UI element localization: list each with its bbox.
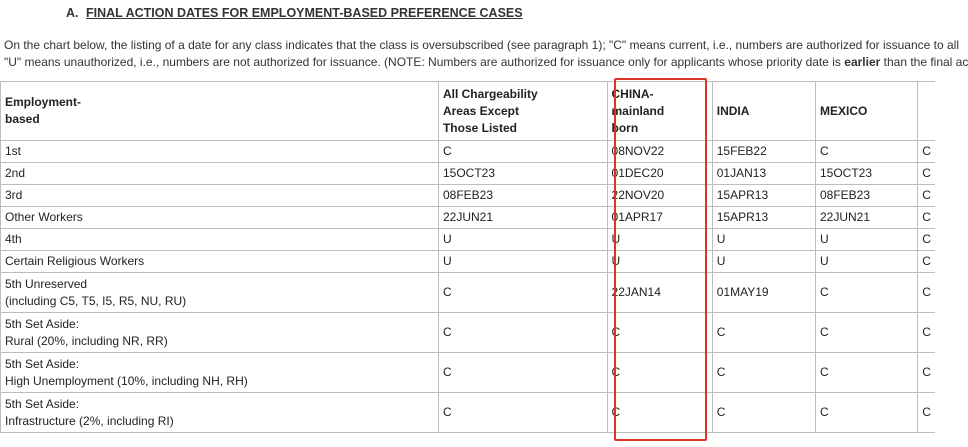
category-label-line: 5th Set Aside: [5,396,80,411]
intro-line-2 [4,54,968,71]
date-cell-extra: C [918,207,935,229]
header-mexico [816,82,918,141]
date-cell-china: 01DEC20 [607,163,712,185]
intro-line-1: On the chart below, the listing of a date for any class indicates that the class is oversubscribed (see paragraph 1); "C" means current, i.e., numbers are authorized for issuance to all [4,38,960,52]
date-cell-extra: C [918,273,935,313]
header-employment-based [1,82,439,141]
header-line: Areas Except [442,103,520,118]
intro-emphasis: earlier [844,55,881,69]
date-cell-china: C [607,393,712,433]
header-line: CHINA- [611,86,654,101]
section-title: FINAL ACTION DATES FOR EMPLOYMENT-BASED PREFERENCE CASES [85,6,523,20]
category-label-line: 5th Set Aside: [5,356,80,371]
header-line: INDIA [716,103,750,118]
date-cell-all: 15OCT23 [438,163,607,185]
category-label-line: Certain Religious Workers [5,254,145,268]
header-line: All Chargeability [442,86,538,101]
header-line: mainland [611,103,665,118]
date-cell-china: 08NOV22 [607,141,712,163]
category-label-line: 3rd [5,188,23,202]
table-row [1,207,936,229]
date-cell-extra: C [918,163,935,185]
category-label-line: 5th Set Aside: [5,316,80,331]
header-cut-off-column [918,82,935,141]
date-cell-china: C [607,313,712,353]
category-cell [1,313,439,353]
category-label-line: 2nd [5,166,26,180]
date-cell-india: C [712,393,815,433]
table-row [1,313,936,353]
category-cell [1,163,439,185]
category-label-line: Rural (20%, including NR, RR) [5,333,168,348]
date-cell-mexico: U [816,251,918,273]
table-row [1,273,936,313]
intro-paragraph [4,37,968,71]
date-cell-extra: C [918,393,935,433]
date-cell-india: C [712,353,815,393]
category-label-line: Other Workers [5,210,83,224]
table-row [1,251,936,273]
table-row [1,163,936,185]
date-cell-china: U [607,229,712,251]
date-cell-mexico: C [816,273,918,313]
date-cell-extra: C [918,141,935,163]
date-cell-all: C [438,393,607,433]
date-cell-all: U [438,251,607,273]
category-cell [1,141,439,163]
category-cell [1,273,439,313]
table-row [1,353,936,393]
category-cell [1,229,439,251]
date-cell-india: 15FEB22 [712,141,815,163]
date-cell-india: C [712,313,815,353]
table-header-row [1,82,936,141]
date-cell-india: U [712,251,815,273]
category-label-line: 1st [5,144,22,158]
category-cell [1,185,439,207]
date-cell-china: U [607,251,712,273]
category-label-line: High Unemployment (10%, including NH, RH) [5,373,248,388]
date-cell-china: C [607,353,712,393]
section-heading [66,6,523,20]
date-cell-all: U [438,229,607,251]
intro-line-2-start: "U" means unauthorized, i.e., numbers are not authorized for issuance. (NOTE: Numbers are authorized for issuance only for applicants whose priority date is [4,55,845,69]
header-china-mainland-born [607,82,712,141]
final-action-dates-table [0,81,935,433]
date-cell-all: C [438,353,607,393]
date-cell-mexico: 22JUN21 [816,207,918,229]
date-cell-extra: C [918,313,935,353]
category-label-line: 4th [5,232,22,246]
category-cell [1,207,439,229]
header-india [712,82,815,141]
date-cell-all: C [438,313,607,353]
date-cell-extra: C [918,229,935,251]
date-cell-all: 08FEB23 [438,185,607,207]
date-cell-all: C [438,273,607,313]
date-cell-india: 15APR13 [712,185,815,207]
header-line: MEXICO [820,103,868,118]
date-cell-all: 22JUN21 [438,207,607,229]
date-cell-india: 15APR13 [712,207,815,229]
date-cell-india: 01MAY19 [712,273,815,313]
table-body [1,141,936,433]
date-cell-china: 22NOV20 [607,185,712,207]
header-all-chargeability [438,82,607,141]
table-row [1,393,936,433]
table-row [1,185,936,207]
date-cell-extra: C [918,185,935,207]
date-cell-mexico: C [816,141,918,163]
category-cell [1,393,439,433]
header-line: Those Listed [442,120,517,135]
section-prefix: A. [66,6,79,20]
date-cell-mexico: C [816,393,918,433]
date-cell-mexico: C [816,353,918,393]
date-cell-extra: C [918,251,935,273]
header-line: based [5,112,40,126]
date-cell-china: 22JAN14 [607,273,712,313]
category-label-line: Infrastructure (2%, including RI) [5,413,174,428]
date-cell-mexico: U [816,229,918,251]
header-line: born [611,120,639,135]
date-cell-mexico: C [816,313,918,353]
intro-line-2-end: than the final ac [880,55,968,69]
category-cell [1,251,439,273]
table-row [1,141,936,163]
date-cell-india: 01JAN13 [712,163,815,185]
date-cell-india: U [712,229,815,251]
header-line: Employment- [5,95,82,109]
date-cell-mexico: 08FEB23 [816,185,918,207]
category-cell [1,353,439,393]
date-cell-china: 01APR17 [607,207,712,229]
table-row [1,229,936,251]
date-cell-extra: C [918,353,935,393]
date-cell-mexico: 15OCT23 [816,163,918,185]
category-label-line: (including C5, T5, I5, R5, NU, RU) [5,293,187,308]
date-cell-all: C [438,141,607,163]
category-label-line: 5th Unreserved [5,276,88,291]
